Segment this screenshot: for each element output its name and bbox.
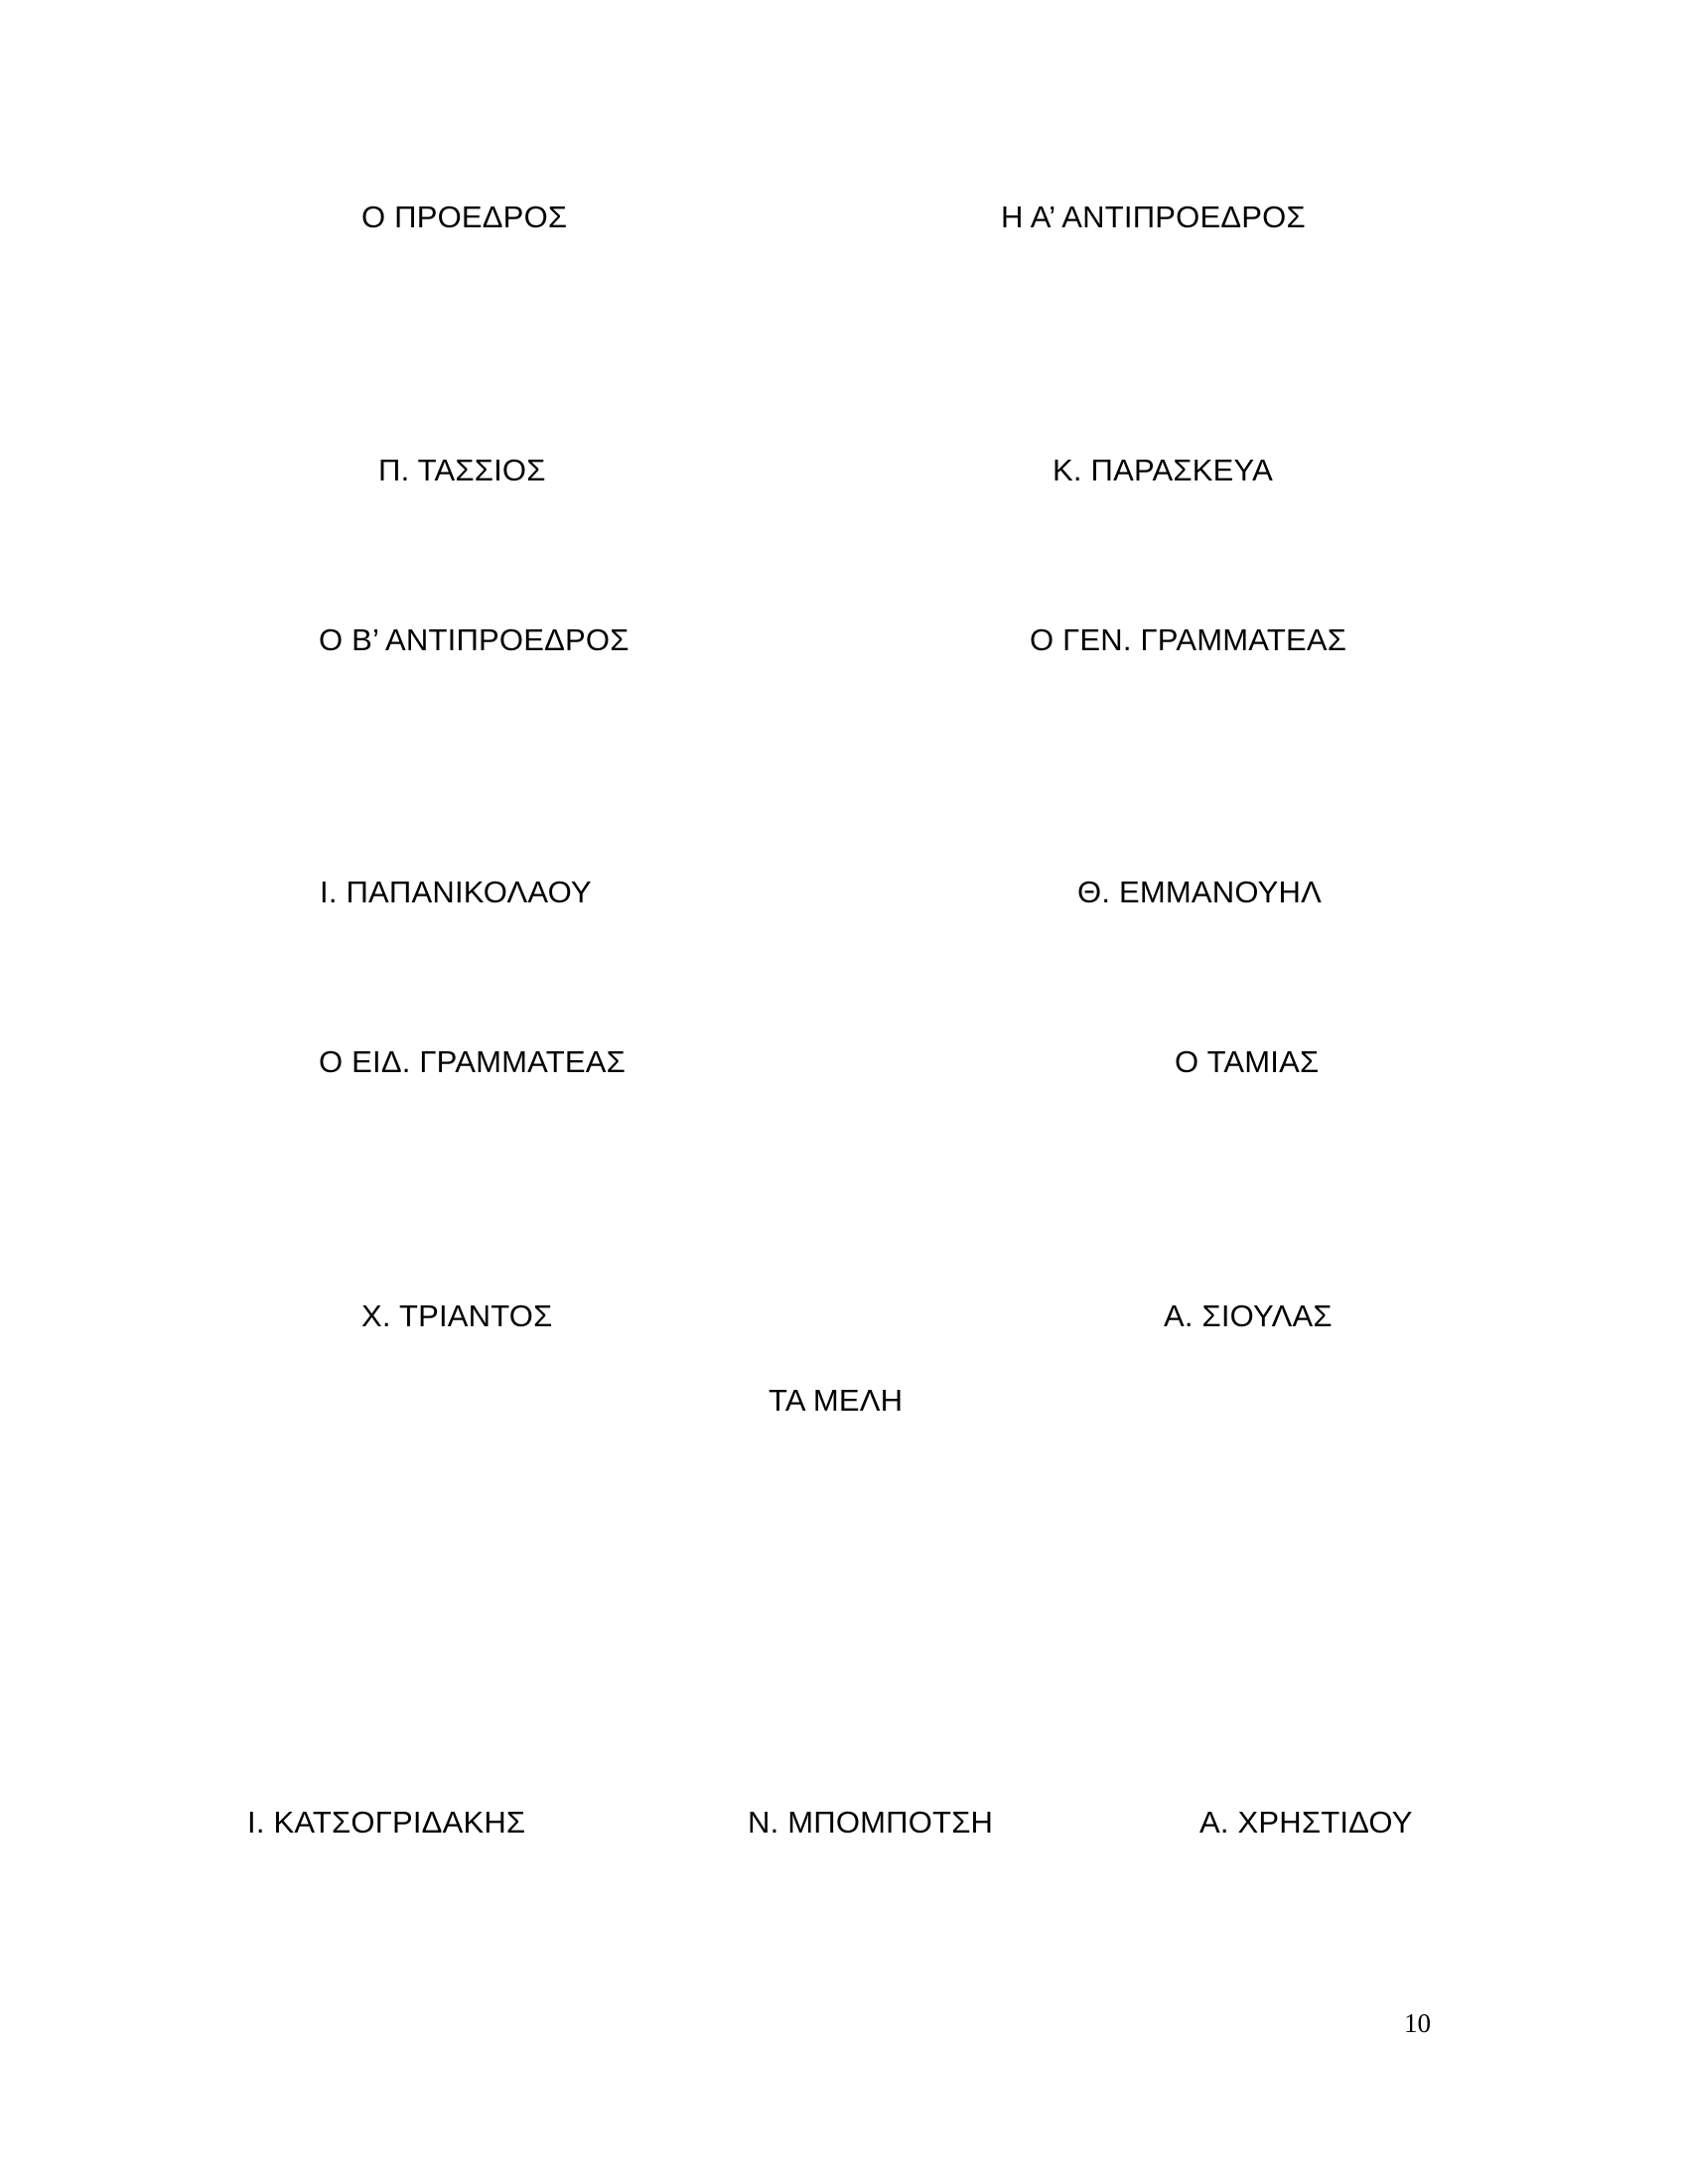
president-name: Π. ΤΑΣΣΙΟΣ bbox=[378, 453, 546, 487]
treasurer-name: Α. ΣΙΟΥΛΑΣ bbox=[1164, 1298, 1333, 1333]
vice-president-a-title: Η Α’ ΑΝΤΙΠΡΟΕΔΡΟΣ bbox=[1001, 200, 1306, 234]
page-number: 10 bbox=[1404, 2008, 1431, 2038]
general-secretary-title: Ο ΓΕΝ. ΓΡΑΜΜΑΤΕΑΣ bbox=[1030, 622, 1347, 657]
member-name: Ν. ΜΠΟΜΠΟΤΣΗ bbox=[748, 1805, 994, 1840]
president-title: Ο ΠΡΟΕΔΡΟΣ bbox=[361, 200, 568, 234]
vice-president-b-name: Ι. ΠΑΠΑΝΙΚΟΛΑΟΥ bbox=[320, 875, 592, 909]
member-name: Ι. ΚΑΤΣΟΓΡΙΔΑΚΗΣ bbox=[247, 1805, 526, 1840]
vice-president-a-name: Κ. ΠΑΡΑΣΚΕΥΑ bbox=[1053, 453, 1273, 487]
members-heading: ΤΑ ΜΕΛΗ bbox=[769, 1383, 904, 1418]
member-name: Α. ΧΡΗΣΤΙΔΟΥ bbox=[1199, 1805, 1413, 1840]
general-secretary-name: Θ. ΕΜΜΑΝΟΥΗΛ bbox=[1077, 875, 1323, 909]
treasurer-title: Ο ΤΑΜΙΑΣ bbox=[1175, 1044, 1320, 1079]
special-secretary-name: Χ. ΤΡΙΑΝΤΟΣ bbox=[361, 1298, 553, 1333]
vice-president-b-title: Ο Β’ ΑΝΤΙΠΡΟΕΔΡΟΣ bbox=[319, 622, 630, 657]
special-secretary-title: Ο ΕΙΔ. ΓΡΑΜΜΑΤΕΑΣ bbox=[319, 1044, 626, 1079]
